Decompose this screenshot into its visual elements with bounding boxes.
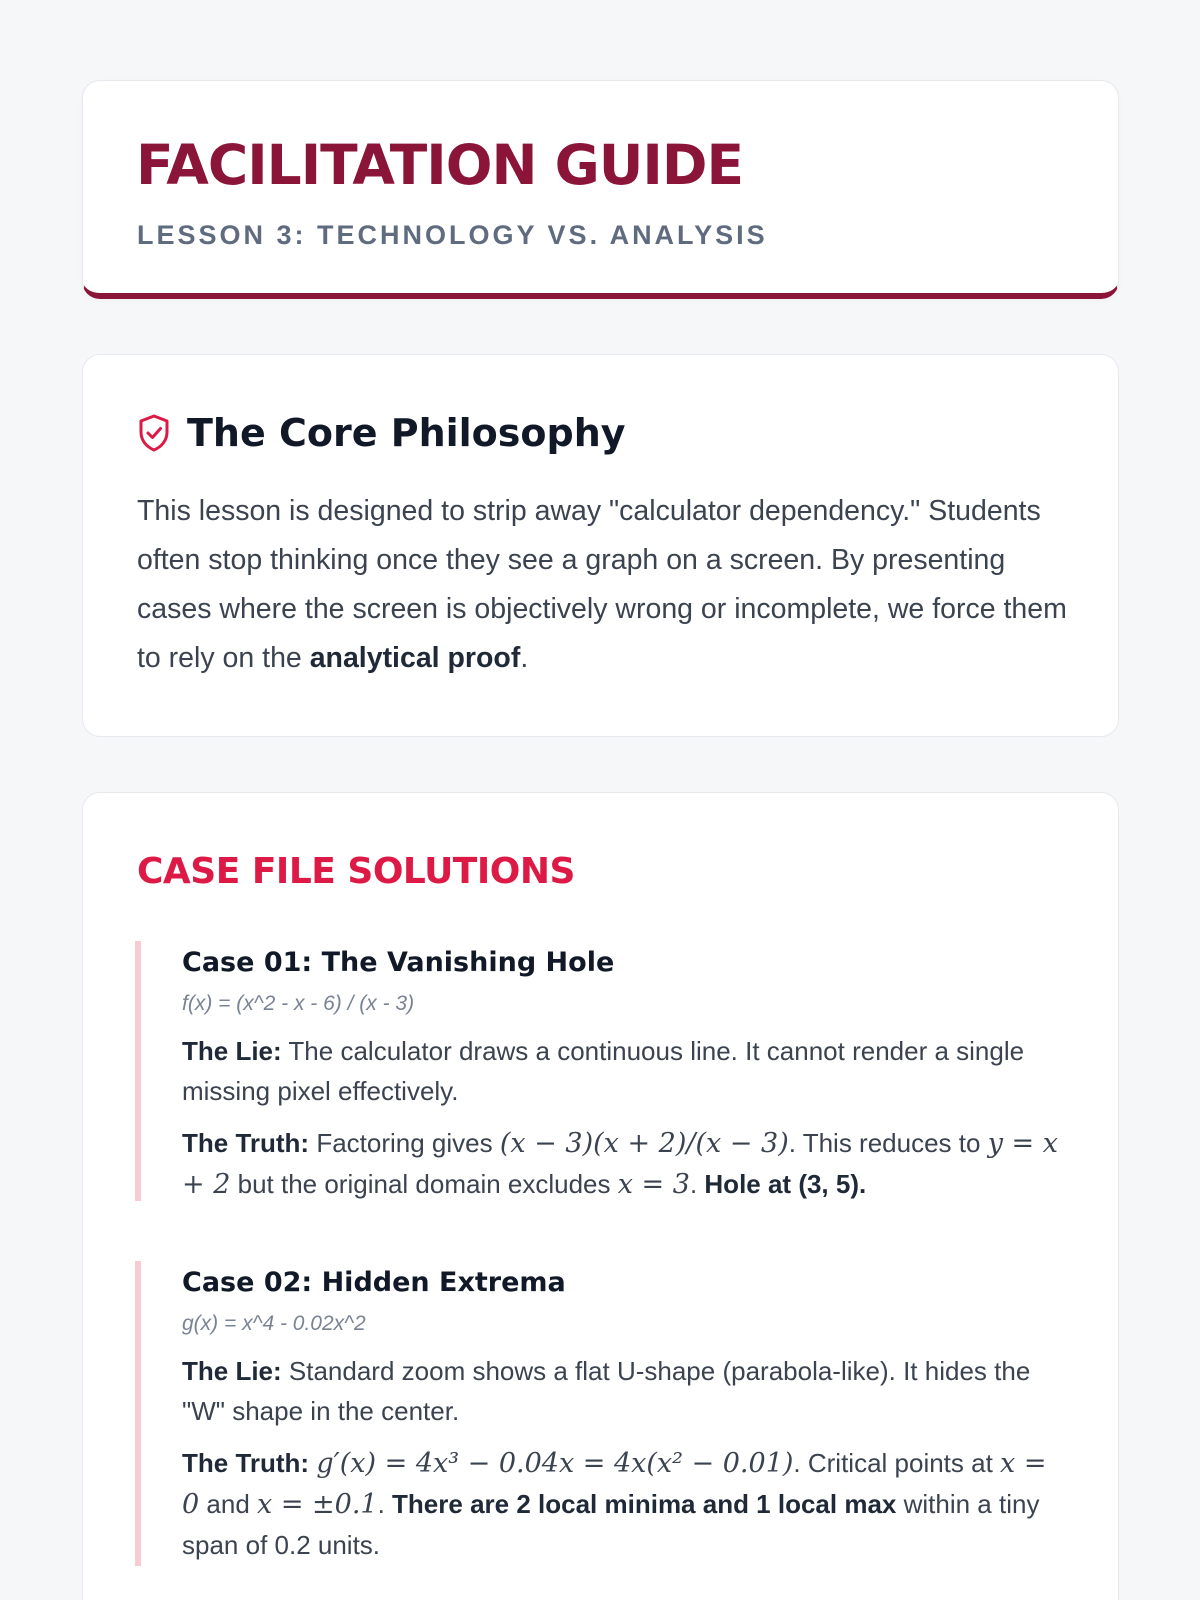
case-truth (182, 1123, 1065, 1205)
case-title: Case 02: Hidden Extrema (182, 1267, 566, 1298)
philosophy-body-end: . (520, 642, 529, 674)
truth-text: within a tiny span of 0.2 units. (182, 1489, 1040, 1560)
philosophy-body-emphasis: analytical proof (309, 642, 521, 674)
truth-math: y = x + 2 (182, 1128, 1058, 1200)
lesson-subtitle: LESSON 3: TECHNOLOGY VS. ANALYSIS (137, 220, 768, 250)
truth-text: . (689, 1169, 705, 1199)
philosophy-body-text: This lesson is designed to strip away "calculator dependency." Students often stop thinking once they see a graph on a screen. By presenting cases where the screen is objectively wrong or incomplete, we force them to rely on the (137, 495, 1067, 674)
case-function: g(x) = x^4 - 0.02x^2 (182, 1312, 366, 1335)
truth-text: but the original domain excludes (230, 1169, 618, 1199)
case-lie (182, 1351, 1065, 1431)
philosophy-card (82, 354, 1119, 737)
truth-conclusion: There are 2 local minima and 1 local max (392, 1489, 897, 1519)
header-card (82, 80, 1119, 299)
truth-text: . (377, 1489, 393, 1519)
truth-math: (x − 3)(x + 2)/(x − 3) (499, 1128, 789, 1159)
lie-text: Standard zoom shows a flat U-shape (parabola-like). It hides the "W" shape in the center. (182, 1356, 1031, 1426)
case-files-card (82, 792, 1119, 1600)
lie-label: The Lie: (182, 1036, 282, 1066)
truth-text: and (199, 1489, 258, 1519)
lie-text: The calculator draws a continuous line. It cannot render a single missing pixel effectively. (182, 1036, 1025, 1106)
truth-math: x = 3 (617, 1169, 690, 1200)
philosophy-heading (137, 411, 626, 455)
case-function: f(x) = (x^2 - x - 6) / (x - 3) (182, 992, 415, 1015)
case-truth (182, 1443, 1065, 1565)
page-title: FACILITATION GUIDE (136, 133, 744, 197)
truth-text: . This reduces to (788, 1128, 988, 1158)
truth-text: Factoring gives (309, 1128, 500, 1158)
case-item (135, 941, 1065, 1201)
philosophy-body (137, 487, 1077, 683)
truth-label: The Truth: (182, 1448, 310, 1478)
truth-math: x = ±0.1 (257, 1489, 378, 1520)
case-title: Case 01: The Vanishing Hole (182, 947, 615, 978)
truth-text: . Critical points at (793, 1448, 1001, 1478)
case-item (135, 1261, 1065, 1566)
case-files-heading: CASE FILE SOLUTIONS (137, 851, 575, 892)
truth-label: The Truth: (182, 1128, 310, 1158)
philosophy-title: The Core Philosophy (187, 411, 626, 455)
truth-math: x = 0 (182, 1448, 1047, 1520)
truth-math: g′(x) = 4x³ − 0.04x = 4x(x² − 0.01) (316, 1448, 794, 1479)
shield-check-icon (137, 413, 171, 453)
case-lie (182, 1031, 1065, 1111)
truth-conclusion: Hole at (3, 5). (704, 1169, 867, 1199)
lie-label: The Lie: (182, 1356, 282, 1386)
